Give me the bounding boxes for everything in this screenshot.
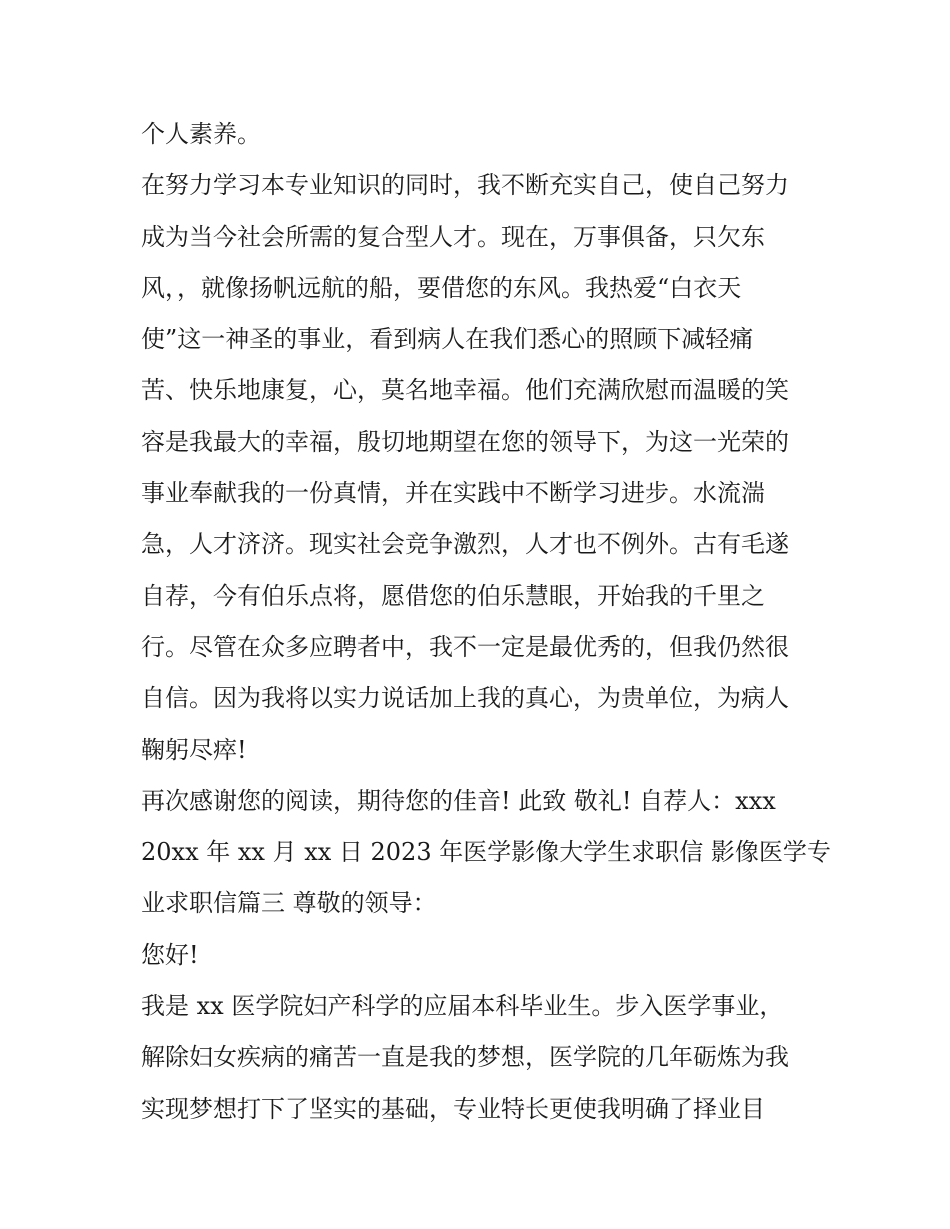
text-line: 苦、快乐地康复，心，莫名地幸福。他们充满欣慰而温暖的笑 <box>141 376 789 405</box>
text-line: 自荐，今有伯乐点将，愿借您的伯乐慧眼，开始我的千里之 <box>141 581 765 610</box>
text-line: 自信。因为我将以实力说话加上我的真心，为贵单位，为病人 <box>141 684 789 713</box>
text-line: 行。尽管在众多应聘者中，我不一定是最优秀的，但我仍然很 <box>141 632 789 661</box>
text-line: 解除妇女疾病的痛苦一直是我的梦想，医学院的几年砺炼为我 <box>141 1043 789 1072</box>
text-line: 个人素养。 <box>141 120 261 148</box>
text-line: 20xx 年 xx 月 xx 日 2023 年医学影像大学生求职信 影像医学专 <box>141 838 831 867</box>
text-line: 再次感谢您的阅读，期待您的佳音! 此致 敬礼! 自荐人：xxx <box>141 786 776 815</box>
text-line: 风，，就像扬帆远航的船，要借您的东风。我热爱“白衣天 <box>141 273 742 302</box>
text-line: 容是我最大的幸福，殷切地期望在您的领导下，为这一光荣的 <box>141 427 789 456</box>
text-line: 在努力学习本专业知识的同时，我不断充实自己，使自己努力 <box>141 171 789 200</box>
text-line: 业求职信篇三 尊敬的领导： <box>141 889 437 918</box>
text-line: 实现梦想打下了坚实的基础，专业特长更使我明确了择业目 <box>141 1094 765 1123</box>
text-line: 成为当今社会所需的复合型人才。现在，万事俱备，只欠东 <box>141 222 765 251</box>
text-line: 事业奉献我的一份真情，并在实践中不断学习进步。水流湍 <box>141 479 765 508</box>
text-line: 急，人才济济。现实社会竞争激烈，人才也不例外。古有毛遂 <box>141 530 789 559</box>
text-line: 您好! <box>141 940 199 969</box>
text-line: 使”这一神圣的事业，看到病人在我们悉心的照顾下减轻痛 <box>141 325 754 354</box>
body-text <box>141 109 831 1135</box>
text-line: 我是 xx 医学院妇产科学的应届本科毕业生。步入医学事业， <box>141 992 784 1021</box>
text-line: 鞠躬尽瘁! <box>141 735 247 764</box>
